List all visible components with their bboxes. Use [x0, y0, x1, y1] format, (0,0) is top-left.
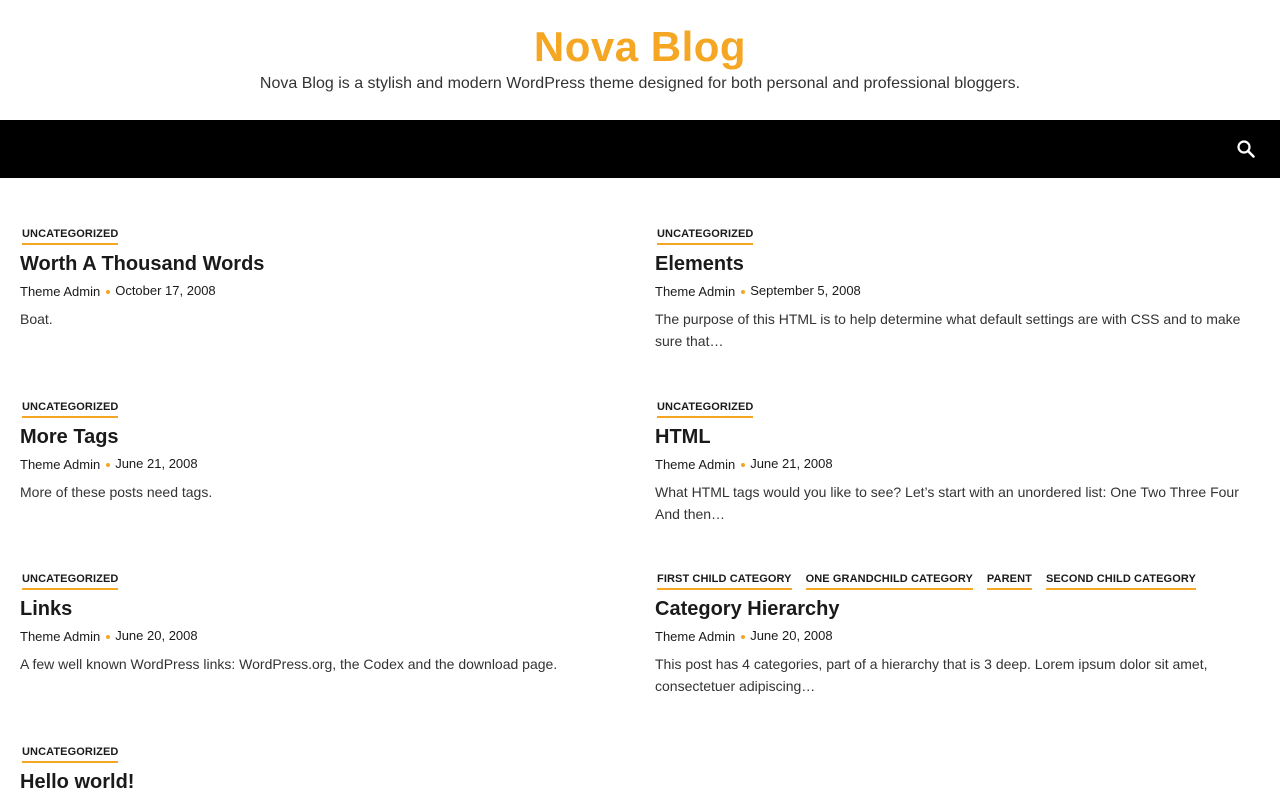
meta-separator-dot — [106, 290, 110, 294]
post-categories — [655, 400, 1255, 418]
site-header — [0, 0, 1280, 120]
meta-separator-dot — [106, 635, 110, 639]
category-link[interactable]: UNCATEGORIZED — [22, 227, 118, 245]
search-icon — [1236, 139, 1256, 159]
post-card — [655, 572, 1255, 697]
post-card — [655, 400, 1255, 525]
post-meta — [655, 457, 1255, 473]
post-card — [655, 227, 1255, 352]
post-card — [20, 400, 620, 504]
post-author[interactable]: Theme Admin — [20, 457, 101, 472]
post-title[interactable]: Worth A Thousand Words — [20, 253, 265, 275]
post-author[interactable]: Theme Admin — [20, 284, 101, 299]
site-description: Nova Blog is a stylish and modern WordPress theme designed for both personal and professional bloggers. — [259, 75, 1021, 92]
meta-separator-dot — [741, 635, 745, 639]
post-date[interactable]: June 21, 2008 — [115, 456, 198, 471]
posts-grid — [0, 178, 1280, 800]
post-categories — [20, 227, 620, 245]
post-author[interactable]: Theme Admin — [655, 457, 736, 472]
post-categories — [655, 227, 1255, 245]
post-date[interactable]: October 17, 2008 — [115, 283, 216, 298]
category-link[interactable]: UNCATEGORIZED — [22, 400, 118, 418]
category-link[interactable]: FIRST CHILD CATEGORY — [657, 572, 792, 590]
category-link[interactable]: UNCATEGORIZED — [657, 227, 753, 245]
post-title[interactable]: Category Hierarchy — [655, 598, 840, 620]
category-link[interactable]: PARENT — [987, 572, 1032, 590]
post-author[interactable]: Theme Admin — [655, 629, 736, 644]
post-excerpt: Boat. — [20, 311, 53, 327]
post-title[interactable]: HTML — [655, 426, 711, 448]
meta-separator-dot — [106, 463, 110, 467]
post-excerpt: This post has 4 categories, part of a hierarchy that is 3 deep. Lorem ipsum dolor sit amet, consectetuer adipiscing… — [655, 656, 1208, 694]
post-excerpt: What HTML tags would you like to see? Let’s start with an unordered list: One Two Three Four And then… — [655, 484, 1239, 522]
post-excerpt: A few well known WordPress links: WordPress.org, the Codex and the download page. — [20, 656, 558, 672]
post-date[interactable]: June 20, 2008 — [115, 628, 198, 643]
post-meta — [655, 629, 1255, 645]
main-navigation — [0, 120, 1280, 178]
category-link[interactable]: UNCATEGORIZED — [22, 745, 118, 763]
category-link[interactable]: ONE GRANDCHILD CATEGORY — [806, 572, 973, 590]
site-title[interactable]: Nova Blog — [533, 23, 747, 70]
post-excerpt: More of these posts need tags. — [20, 484, 213, 500]
post-author[interactable]: Theme Admin — [655, 284, 736, 299]
post-categories — [20, 572, 620, 590]
category-link[interactable]: SECOND CHILD CATEGORY — [1046, 572, 1196, 590]
post-card — [20, 572, 620, 676]
post-excerpt: The purpose of this HTML is to help determine what default settings are with CSS and to make sure that… — [655, 311, 1241, 349]
post-categories — [20, 745, 620, 763]
post-title[interactable]: Hello world! — [20, 771, 135, 793]
post-title[interactable]: Links — [20, 598, 73, 620]
post-meta — [655, 284, 1255, 300]
category-link[interactable]: UNCATEGORIZED — [22, 572, 118, 590]
post-date[interactable]: June 21, 2008 — [750, 456, 833, 471]
post-meta — [20, 457, 620, 473]
post-card — [20, 745, 620, 796]
meta-separator-dot — [741, 463, 745, 467]
post-date[interactable]: September 5, 2008 — [750, 283, 861, 298]
post-author[interactable]: Theme Admin — [20, 629, 101, 644]
post-categories — [20, 400, 620, 418]
post-meta — [20, 629, 620, 645]
post-card — [20, 227, 620, 331]
post-date[interactable]: June 20, 2008 — [750, 628, 833, 643]
meta-separator-dot — [741, 290, 745, 294]
post-meta — [20, 284, 620, 300]
post-title[interactable]: More Tags — [20, 426, 119, 448]
post-title[interactable]: Elements — [655, 253, 744, 275]
post-categories — [655, 572, 1255, 590]
search-button[interactable] — [1236, 139, 1256, 159]
category-link[interactable]: UNCATEGORIZED — [657, 400, 753, 418]
